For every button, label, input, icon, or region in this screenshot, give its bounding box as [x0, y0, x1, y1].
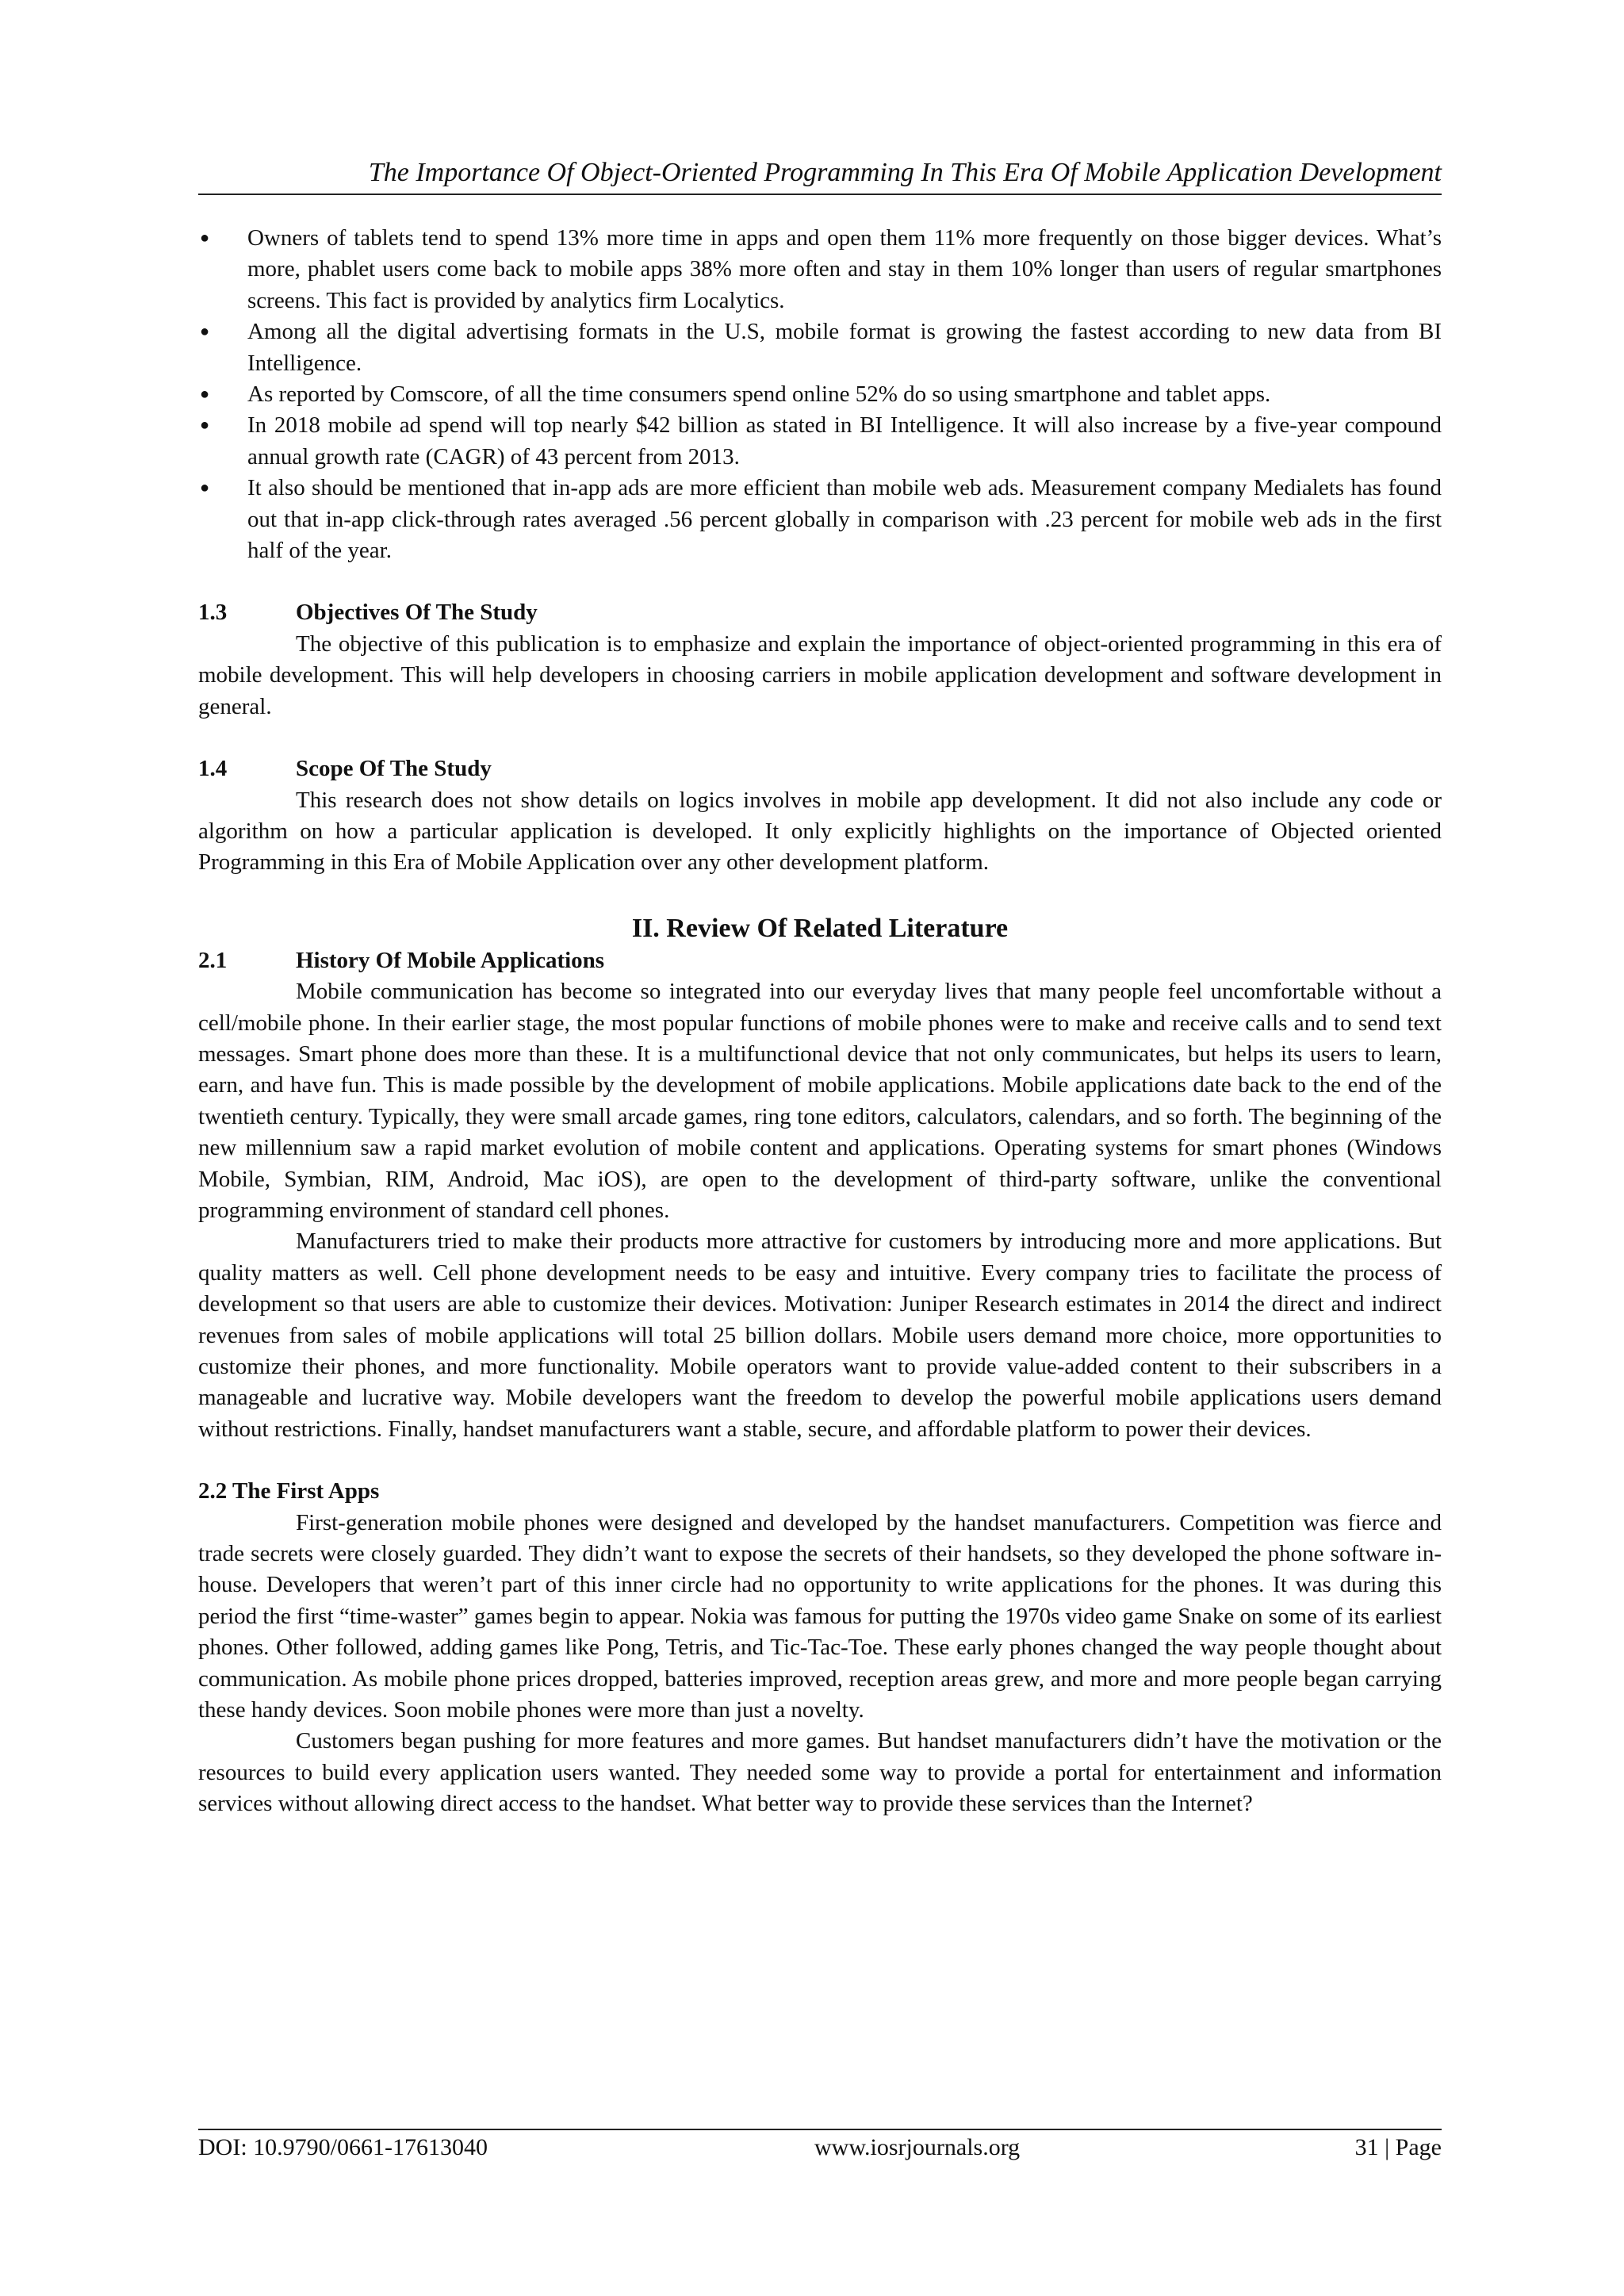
bullet-text: Owners of tablets tend to spend 13% more time in apps and open them 11% more frequently on those bigger devices. What’s more, phablet users come back to mobile apps 38% more often and stay in them 10% longer than users of regular smartphones screens. This fact is provided by analytics firm Localytics. [247, 225, 1442, 313]
page-footer [198, 2132, 1442, 2164]
page-content [198, 223, 1442, 1820]
bullet-item [198, 410, 1442, 473]
bullet-text: As reported by Comscore, of all the time consumers spend online 52% do so using smartphone and tablet apps. [247, 381, 1271, 408]
bullet-item [198, 223, 1442, 316]
bullet-icon: ● [200, 385, 210, 404]
footer-doi: DOI: 10.9790/0661-17613040 [198, 2134, 488, 2160]
paragraph: The objective of this publication is to emphasize and explain the importance of object-oriented programming in this era of mobile development. This will help developers in choosing carriers in mobile application development and software development in general. [198, 631, 1442, 719]
paragraph: Manufacturers tried to make their products more attractive for customers by introducing more and more applications. But quality matters as well. Cell phone development needs to be easy and intuitive. Every company tries to facilitate the process of development so that users are able to customize their devices. Motivation: Juniper Research estimates in 2014 the direct and indirect revenues from sales of mobile applications will total 25 billion dollars. Mobile users demand more choice, more opportunities to customize their phones, and more functionality. Mobile operators want to provide value-added content to their subscribers in a manageable and lucrative way. Mobile developers want the freedom to develop the powerful mobile applications users demand without restrictions. Finally, handset manufacturers want a stable, secure, and affordable platform to power their devices. [198, 1228, 1442, 1442]
bullet-list [198, 223, 1442, 566]
section-number: 1.3 [198, 600, 228, 626]
bullet-icon: ● [200, 323, 210, 341]
bullet-item [198, 473, 1442, 566]
bullet-text: It also should be mentioned that in-app ads are more efficient than mobile web ads. Measurement company Medialets has found out that in-app click-through rates averaged .56 percent globally in comparison with .23 percent for mobile web ads in the first half of the year. [247, 475, 1442, 564]
footer-rule [198, 2129, 1442, 2130]
paragraph: Customers began pushing for more features and more games. But handset manufacturers didn’t have the motivation or the resources to build every application users wanted. They needed some way to provide a portal for entertainment and information services without allowing direct access to the handset. What better way to provide these services than the Internet? [198, 1728, 1442, 1817]
section-heading-2-1 [198, 945, 1442, 976]
bullet-text: In 2018 mobile ad spend will top nearly $42 billion as stated in BI Intelligence. It will also increase by a five-year compound annual growth rate (CAGR) of 43 percent from 2013. [247, 412, 1442, 470]
bullet-text: Among all the digital advertising formats in the U.S, mobile format is growing the fastest according to new data from BI Intelligence. [247, 319, 1442, 376]
running-header: The Importance Of Object-Oriented Programming In This Era Of Mobile Application Development [368, 158, 1442, 187]
section-heading-2-2: 2.2 The First Apps [198, 1478, 380, 1504]
footer-website: www.iosrjournals.org [814, 2134, 1021, 2160]
bullet-icon: ● [200, 479, 210, 497]
bullet-icon: ● [200, 229, 210, 247]
bullet-item [198, 316, 1442, 379]
paragraph: First-generation mobile phones were designed and developed by the handset manufacturers. Competition was fierce and trade secrets were closely guarded. They didn’t want to expose the secrets of their handsets, so they developed the phone software in-house. Developers that weren’t part of this inner circle had no opportunity to write applications for the phones. It was during this period the first “time-waster” games begin to appear. Nokia was famous for putting the 1970s video game Snake on some of its earliest phones. Other followed, adding games like Pong, Tetris, and Tic-Tac-Toe. These early phones changed the way people thought about communication. As mobile phone prices dropped, batteries improved, reception areas grew, and more and more people began carrying these handy devices. Soon mobile phones were more than just a novelty. [198, 1509, 1442, 1723]
header-rule [198, 194, 1442, 195]
paragraph: Mobile communication has become so integrated into our everyday lives that many people feel uncomfortable without a cell/mobile phone. In their earlier stage, the most popular functions of mobile phones were to make and receive calls and to send text messages. Smart phone does more than these. It is a multifunctional device that not only communicates, but helps its users to learn, earn, and have fun. This is made possible by the development of mobile applications. Mobile applications date back to the end of the twentieth century. Typically, they were small arcade games, ring tone editors, calculators, calendars, and so forth. The beginning of the new millennium saw a rapid market evolution of mobile content and applications. Operating systems for smart phones (Windows Mobile, Symbian, RIM, Android, Mac iOS), are open to the development of third-party software, unlike the conventional programming environment of standard cell phones. [198, 979, 1442, 1223]
bullet-item [198, 379, 1442, 410]
section-number: 2.1 [198, 947, 228, 973]
section-title: Objectives Of The Study [296, 600, 538, 626]
section-title: Scope Of The Study [296, 756, 492, 782]
paragraph: This research does not show details on logics involves in mobile app development. It did not also include any code or algorithm on how a particular application is developed. It only explicitly highlights on the importance of Objected oriented Programming in this Era of Mobile Application over any other development platform. [198, 787, 1442, 876]
section-heading-1-4 [198, 753, 1442, 784]
section-number: 1.4 [198, 756, 228, 782]
bullet-icon: ● [200, 416, 210, 435]
section-title: History Of Mobile Applications [296, 947, 605, 973]
section-heading-1-3 [198, 597, 1442, 628]
chapter-heading: II. Review Of Related Literature [631, 913, 1009, 943]
footer-page-number: 31 | Page [1354, 2134, 1442, 2160]
